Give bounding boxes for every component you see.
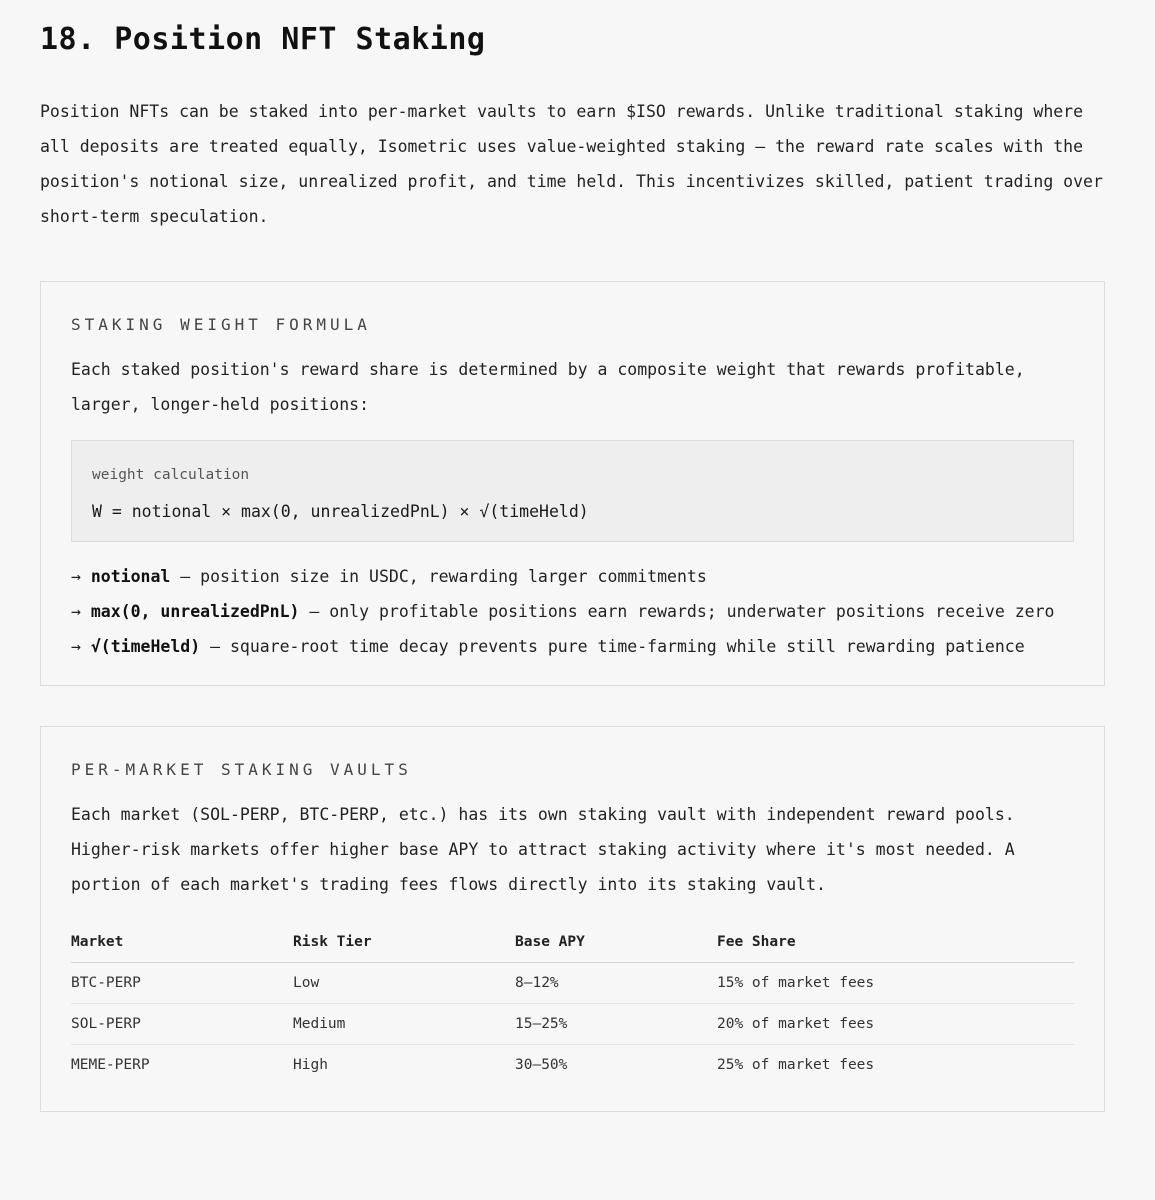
cell-market: BTC-PERP — [71, 963, 293, 1004]
table-header-row — [71, 932, 1074, 963]
cell-fee-share: 20% of market fees — [717, 1004, 1074, 1045]
term-description: — square-root time decay prevents pure time-farming while still rewarding patience — [200, 637, 1025, 656]
cell-risk-tier: Low — [293, 963, 515, 1004]
card-title: STAKING WEIGHT FORMULA — [71, 315, 371, 334]
table-row — [71, 963, 1074, 1004]
code-label: weight calculation — [92, 467, 250, 483]
term-description: — position size in USDC, rewarding larger commitments — [170, 567, 707, 586]
section-title: 18. Position NFT Staking — [40, 22, 486, 57]
arrow-icon: → — [71, 567, 81, 586]
formula-term-list — [71, 564, 1074, 659]
cell-risk-tier: High — [293, 1057, 328, 1073]
per-market-staking-vaults-card — [40, 726, 1105, 1112]
section-intro: Position NFTs can be staked into per-market vaults to earn $ISO rewards. Unlike traditional staking where all deposits are treated equally, Isometric uses value-weighted staking — the reward rate scales with the position's notional size, unrealized profit, and time held. This incentivizes skilled, patient trading over short-term speculation. — [40, 102, 1103, 226]
column-header-fee-share: Fee Share — [717, 932, 1074, 963]
term-time-held — [71, 634, 1074, 659]
cell-fee-share: 25% of market fees — [717, 1057, 875, 1073]
term-name: notional — [90, 567, 171, 586]
column-header-risk-tier: Risk Tier — [293, 932, 515, 963]
card-description: Each market (SOL-PERP, BTC-PERP, etc.) has its own staking vault with independent reward pools. Higher-risk markets offer higher base APY to attract staking activity where it's most needed. A portion of each market's trading fees flows directly into its staking vault. — [71, 805, 1015, 894]
column-header-market: Market — [71, 932, 293, 963]
arrow-icon: → — [71, 637, 81, 656]
term-notional — [71, 564, 1074, 589]
cell-risk-tier: Medium — [293, 1004, 515, 1045]
cell-base-apy: 8–12% — [515, 963, 717, 1004]
card-title: PER-MARKET STAKING VAULTS — [71, 760, 412, 779]
column-header-base-apy: Base APY — [515, 932, 717, 963]
arrow-icon: → — [71, 602, 81, 621]
term-name: √(timeHeld) — [90, 637, 201, 656]
card-description: Each staked position's reward share is determined by a composite weight that rewards profitable, larger, longer-held positions: — [71, 360, 1025, 414]
cell-market: SOL-PERP — [71, 1004, 293, 1045]
cell-market: MEME-PERP — [71, 1057, 150, 1073]
term-description: — only profitable positions earn rewards; underwater positions receive zero — [299, 602, 1055, 621]
cell-fee-share: 15% of market fees — [717, 963, 1074, 1004]
cell-base-apy: 15–25% — [515, 1004, 717, 1045]
table-row — [71, 1004, 1074, 1045]
vaults-table — [71, 932, 1074, 1085]
code-block — [71, 440, 1074, 542]
cell-base-apy: 30–50% — [515, 1057, 568, 1073]
table-row — [71, 1045, 1074, 1086]
code-formula: W = notional × max(0, unrealizedPnL) × √(timeHeld) — [92, 502, 589, 521]
term-unrealized-pnl — [71, 599, 1074, 624]
term-name: max(0, unrealizedPnL) — [90, 602, 300, 621]
staking-weight-formula-card — [40, 281, 1105, 686]
